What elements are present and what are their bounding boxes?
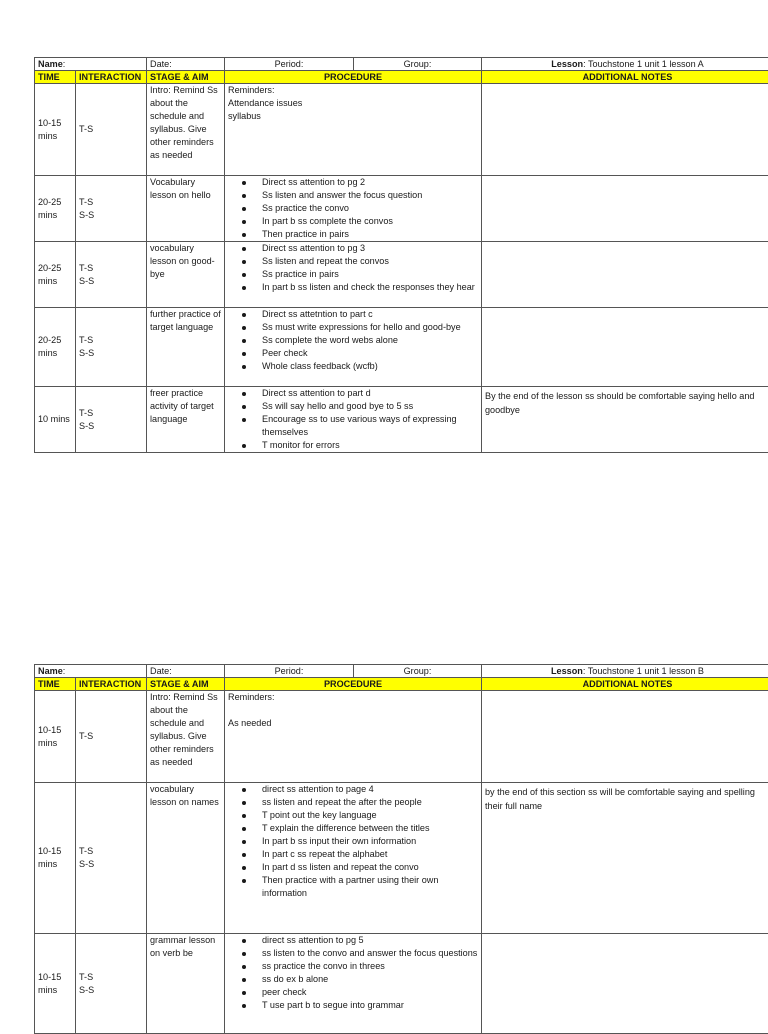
notes-cell: [482, 242, 768, 308]
date-field[interactable]: Date:: [147, 58, 225, 71]
list-item: Ss listen and answer the focus question: [262, 189, 478, 202]
table-row: [35, 387, 768, 453]
list-item: T monitor for errors: [262, 439, 478, 452]
time-cell: 10-15 mins: [35, 84, 76, 176]
time-cell: 20-25 mins: [35, 176, 76, 242]
list-item: Ss listen and repeat the convos: [262, 255, 478, 268]
lesson-field: Lesson: Touchstone 1 unit 1 lesson A: [482, 58, 768, 71]
list-item: Encourage ss to use various ways of expressing themselves: [262, 413, 478, 439]
period-field[interactable]: Period:: [225, 58, 354, 71]
interaction-cell: T-S: [76, 691, 147, 783]
notes-cell: [482, 308, 768, 387]
list-item: T explain the difference between the titles: [262, 822, 478, 835]
procedure-cell: [225, 308, 482, 387]
table-row: [35, 783, 768, 934]
list-item: ss listen to the convo and answer the focus questions: [262, 947, 478, 960]
stage-cell: grammar lesson on verb be: [147, 934, 225, 1034]
procedure-cell: Reminders: Attendance issues syllabus: [225, 84, 482, 176]
group-field[interactable]: Group:: [354, 58, 482, 71]
list-item: T point out the key language: [262, 809, 478, 822]
notes-cell: [482, 934, 768, 1034]
col-time: TIME: [35, 678, 76, 691]
interaction-cell: T-S S-S: [76, 783, 147, 934]
list-item: Peer check: [262, 347, 478, 360]
table-row: [35, 934, 768, 1034]
name-field[interactable]: Name:: [35, 58, 147, 71]
table-row: [35, 691, 768, 783]
list-item: Direct ss attention to part d: [262, 387, 478, 400]
stage-cell: vocabulary lesson on good-bye: [147, 242, 225, 308]
name-field[interactable]: Name:: [35, 665, 147, 678]
list-item: In part d ss listen and repeat the convo: [262, 861, 478, 874]
notes-cell: by the end of this section ss will be comfortable saying and spelling their full name: [482, 783, 768, 934]
notes-cell: [482, 691, 768, 783]
list-item: Ss will say hello and good bye to 5 ss: [262, 400, 478, 413]
table-row: [35, 308, 768, 387]
col-interaction: INTERACTION: [76, 678, 147, 691]
list-item: Ss practice in pairs: [262, 268, 478, 281]
list-item: Direct ss attetntion to part c: [262, 308, 478, 321]
interaction-cell: T-S S-S: [76, 308, 147, 387]
header-row: [35, 58, 768, 71]
list-item: Ss practice the convo: [262, 202, 478, 215]
column-header-row: [35, 678, 768, 691]
notes-cell: [482, 84, 768, 176]
list-item: Then practice with a partner using their own information: [262, 874, 478, 900]
table-row: [35, 84, 768, 176]
time-cell: 20-25 mins: [35, 242, 76, 308]
lesson-plan-table-b: [34, 664, 768, 1034]
date-field[interactable]: Date:: [147, 665, 225, 678]
col-time: TIME: [35, 71, 76, 84]
list-item: In part b ss complete the convos: [262, 215, 478, 228]
stage-cell: Intro: Remind Ss about the schedule and syllabus. Give other reminders as needed: [147, 84, 225, 176]
list-item: Direct ss attention to pg 2: [262, 176, 478, 189]
time-cell: 10-15 mins: [35, 783, 76, 934]
procedure-cell: Reminders: As needed: [225, 691, 482, 783]
col-procedure: PROCEDURE: [225, 71, 482, 84]
list-item: direct ss attention to page 4: [262, 783, 478, 796]
list-item: Whole class feedback (wcfb): [262, 360, 478, 373]
list-item: Ss complete the word webs alone: [262, 334, 478, 347]
time-cell: 10-15 mins: [35, 934, 76, 1034]
table-row: [35, 176, 768, 242]
stage-cell: further practice of target language: [147, 308, 225, 387]
col-stage-aim: STAGE & AIM: [147, 678, 225, 691]
notes-cell: By the end of the lesson ss should be comfortable saying hello and goodbye: [482, 387, 768, 453]
stage-cell: vocabulary lesson on names: [147, 783, 225, 934]
period-field[interactable]: Period:: [225, 665, 354, 678]
list-item: In part b ss listen and check the responses they hear: [262, 281, 478, 294]
stage-cell: Vocabulary lesson on hello: [147, 176, 225, 242]
list-item: direct ss attention to pg 5: [262, 934, 478, 947]
list-item: In part c ss repeat the alphabet: [262, 848, 478, 861]
column-header-row: [35, 71, 768, 84]
procedure-cell: [225, 934, 482, 1034]
interaction-cell: T-S S-S: [76, 242, 147, 308]
interaction-cell: T-S S-S: [76, 176, 147, 242]
interaction-cell: T-S S-S: [76, 934, 147, 1034]
col-interaction: INTERACTION: [76, 71, 147, 84]
stage-cell: Intro: Remind Ss about the schedule and syllabus. Give other reminders as needed: [147, 691, 225, 783]
col-stage-aim: STAGE & AIM: [147, 71, 225, 84]
procedure-cell: [225, 242, 482, 308]
procedure-cell: [225, 176, 482, 242]
list-item: peer check: [262, 986, 478, 999]
interaction-cell: T-S: [76, 84, 147, 176]
stage-cell: freer practice activity of target language: [147, 387, 225, 453]
lesson-plan-table-a: [34, 57, 768, 453]
col-procedure: PROCEDURE: [225, 678, 482, 691]
lesson-field: Lesson: Touchstone 1 unit 1 lesson B: [482, 665, 768, 678]
time-cell: 10 mins: [35, 387, 76, 453]
list-item: Then practice in pairs: [262, 228, 478, 241]
procedure-cell: [225, 783, 482, 934]
procedure-cell: [225, 387, 482, 453]
col-additional-notes: ADDITIONAL NOTES: [482, 678, 768, 691]
list-item: In part b ss input their own information: [262, 835, 478, 848]
header-row: [35, 665, 768, 678]
list-item: ss do ex b alone: [262, 973, 478, 986]
list-item: Direct ss attention to pg 3: [262, 242, 478, 255]
interaction-cell: T-S S-S: [76, 387, 147, 453]
time-cell: 20-25 mins: [35, 308, 76, 387]
list-item: ss practice the convo in threes: [262, 960, 478, 973]
table-row: [35, 242, 768, 308]
list-item: T use part b to segue into grammar: [262, 999, 478, 1012]
time-cell: 10-15 mins: [35, 691, 76, 783]
list-item: ss listen and repeat the after the people: [262, 796, 478, 809]
col-additional-notes: ADDITIONAL NOTES: [482, 71, 768, 84]
notes-cell: [482, 176, 768, 242]
list-item: Ss must write expressions for hello and good-bye: [262, 321, 478, 334]
group-field[interactable]: Group:: [354, 665, 482, 678]
